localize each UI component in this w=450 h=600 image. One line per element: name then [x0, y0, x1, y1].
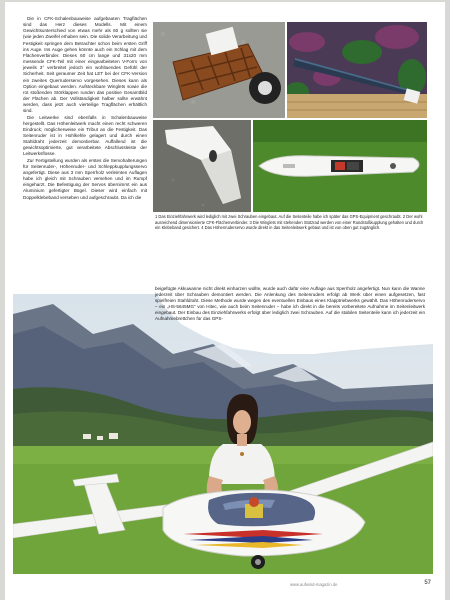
footer-website: www.aufwind-magazin.de [290, 582, 338, 587]
photo-tail-servo [253, 120, 427, 212]
paragraph-3: Zur Fertigstellung wurden als erstes die Servohalterungen für Seitenruder-, Höhenruder- und Schleppkupplungsservo angefertigt. Diese aus 3 mm Sperrholz verleimten Auflagen habe ich gleich mit Schrauben versehen und im Rumpf eingeharzt. Die Befestigung der Servos übernimmt ein aus Aluminium gefertigter Bügel. Dieser wird einfach mit Doppelklebeband verseben und aufgeschraubt. Da ich die [23, 157, 147, 200]
text-wrap-left-mask [13, 254, 163, 294]
caption-1: 1 Das Einziehfahrwerk wird lediglich mit zwei Schrauben eingebaut. Auf die Seitenteile habe ich später das GPS-Equipment geschraubt. [155, 214, 402, 219]
photo-landing-gear [153, 22, 285, 118]
paragraph-1: Die in CFK-Schalenbauweise aufgebauten Tragflächen sind das Herz dieses Modells. Mit einem Gewichtsunterschied von etwas mehr als 60 g sollten sie (wie jeden Zweifel erhaben sein. Die solide Verarbeitung und Festigkeit springen dem Betrachter schon beim ersten Griff ins Auge. Ins Auge gehen könnte auch ein Schlag mit dem Flächenverbinder. Dieses 60 cm lange und 31x20 mm messende CFK-Teil mit einer eingearbeiteten V-Form von jeweils 3° verbreitet jedoch ein wohltuendes Gefühl der Sicherheit. Seit geraumer Zeit hat LET bei der CFK-Version ein zweites Querruderservo vorgesehen. Dieses kann als Option eingebaut werden. Aufsteckbare Winglets sowie die rot stoßenden Störklappen runden das positive Gesamtbild der Flächen ab. Der Vollständigkeit halber sollte erwähnt werden, dass jetzt auch vierteilige Tragflächen erhältlich sind. [23, 16, 147, 114]
paragraph-2: Die Leitwerke sind ebenfalls in Schalenbauweise hergestellt. Das Höhenleitwerk macht einen recht schweren Eindruck; möglicherweise ein Tribut an die Festigkeit. Das Seitenruder ist in Hohlkehle gelagert und durch einen Stahldraht jederzeit demontierbar. Auffallend ist die gewichtsoptimierte, gut verarbeitete Abschlussleiste der Leitwerksflosse. [23, 114, 147, 157]
photo-wing-joiner [287, 22, 427, 118]
left-text-column [23, 16, 147, 201]
magazine-page [5, 2, 445, 600]
photo-winglet [153, 120, 251, 212]
caption-2: 2 Der wohl ausreichend dimensionierte CFK-Flächenverbinder. [155, 214, 423, 225]
wrapped-body-text: beigefügte Akkuwanne nicht direkt einharzen wollte, wurde auch dafür eine Auflage aus Sperrholz angefertigt. Nun kann die Wanne jederzeit über Schrauben demontiert werden. Die Anlenkung des Seitenruders erfolgt ab Werk über einen aufgesetzen, fast spielfreien Stahldraht. Diese Methode wurde wegen des eventuellen Einbaus eines Klapptriebwerks gewählt. Das Höhenruderservo – ein „HS-5645MG“ von Hitec, wie auch beim Seitenruder – habe ich direkt in die bereits vorbereitete Aufnahme im Seitenleitwerk eingebaut. Der Einbau des Einziehfahrwerks erfolgt über lediglich zwei Schrauben. Auf die stabilen Seitenteile kann ich jederzeit ein Aufnahmebrettchen für das GPS- [155, 286, 425, 322]
photo-captions [155, 214, 425, 231]
caption-4: 4 Das Höhenruderservo wurde direkt in das Seitenleitwerk gebaut und ist von oben gut zugänglich. [201, 225, 381, 230]
page-number: 57 [424, 580, 431, 586]
caption-3: 3 Die Winglets mit stehenden Stützrad werden von einer Rundstoßkupplung gehalten und durch ein Klebeband gesichert. [155, 219, 424, 230]
